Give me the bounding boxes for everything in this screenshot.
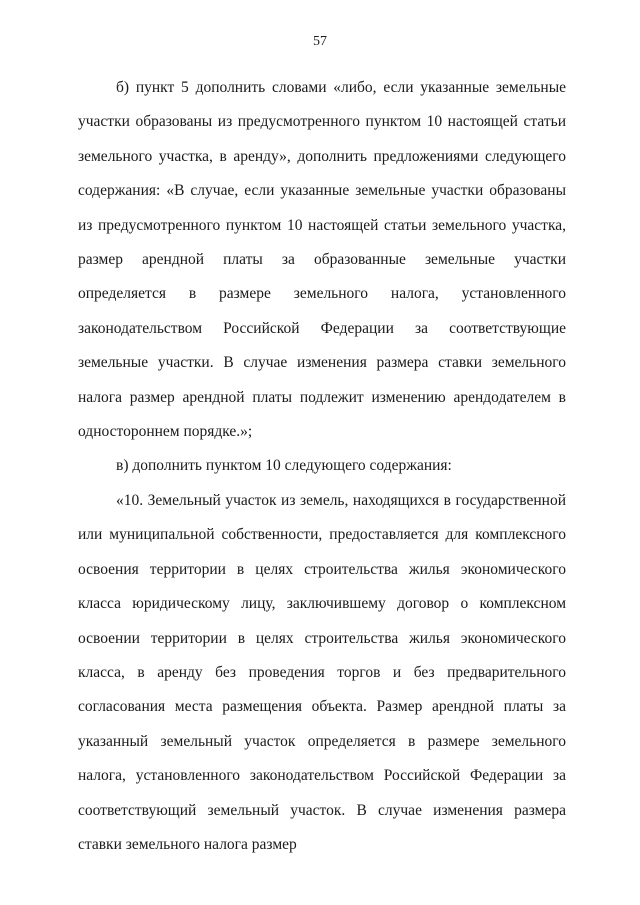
document-body <box>78 71 566 862</box>
page-number: 57 <box>313 34 327 49</box>
paragraph-amendment-b: б) пункт 5 дополнить словами «либо, если указанные земельные участки образованы из предусмотренного пунктом 10 настоящей статьи земельного участка, в аренду», дополнить предложениями следующего содержания: «В случае, если указанные земельные участки образованы из предусмотренного пунктом 10 настоящей статьи земельного участка, размер арендной платы за образованные земельные участки определяется в размере земельного налога, установленного законодательством Российской Федерации за соответствующие земельные участки. В случае изменения размера ставки земельного налога размер арендной платы подлежит изменению арендодателем в одностороннем порядке.»; <box>78 79 566 441</box>
paragraph-point-10: «10. Земельный участок из земель, находящихся в государственной или муниципальной собственности, предоставляется для комплексного освоения территории в целях строительства жилья экономического класса юридическому лицу, заключившему договор о комплексном освоении территории в целях строительства жилья экономического класса, в аренду без проведения торгов и без предварительного согласования места размещения объекта. Размер арендной платы за указанный земельный участок определяется в размере земельного налога, установленного законодательством Российской Федерации за соответствующий земельный участок. В случае изменения размера ставки земельного налога размер <box>78 491 566 853</box>
paragraph-amendment-v: в) дополнить пунктом 10 следующего содержания: <box>116 457 452 475</box>
